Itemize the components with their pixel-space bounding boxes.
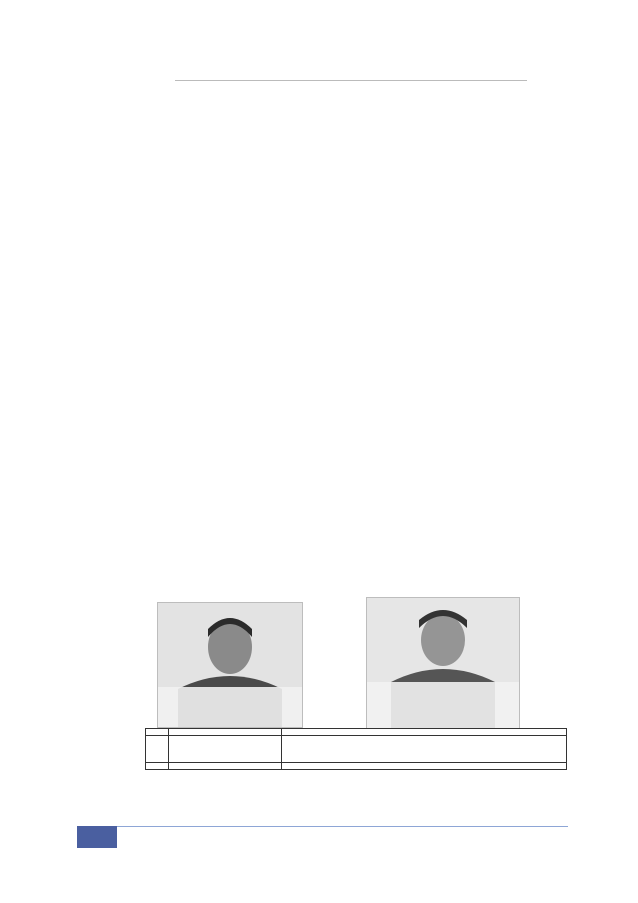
table-row [146,736,567,763]
table-header-no [146,729,169,736]
right-ornament-border [576,40,616,863]
budi-utomo-table [145,728,567,770]
table-header-row [146,729,567,736]
table-cell-no [146,763,169,770]
footer-divider [77,826,568,827]
table-cell-no [146,736,169,763]
photo-wahidin [366,597,520,729]
table-header-penjelasan [282,729,567,736]
header-divider [175,80,527,81]
photo-sutomo [157,602,303,728]
left-ornament-border [26,40,66,863]
bottom-ornament-border [0,861,638,901]
portrait-image [367,598,519,728]
table-cell-urutan [169,763,282,770]
table-header-urutan [169,729,282,736]
footer-page-number [77,826,117,848]
table-cell-penjelasan [282,763,567,770]
table-row [146,763,567,770]
table-cell-urutan [169,736,282,763]
portrait-image [158,603,302,727]
table-cell-penjelasan [282,736,567,763]
top-ornament-border [0,2,638,42]
